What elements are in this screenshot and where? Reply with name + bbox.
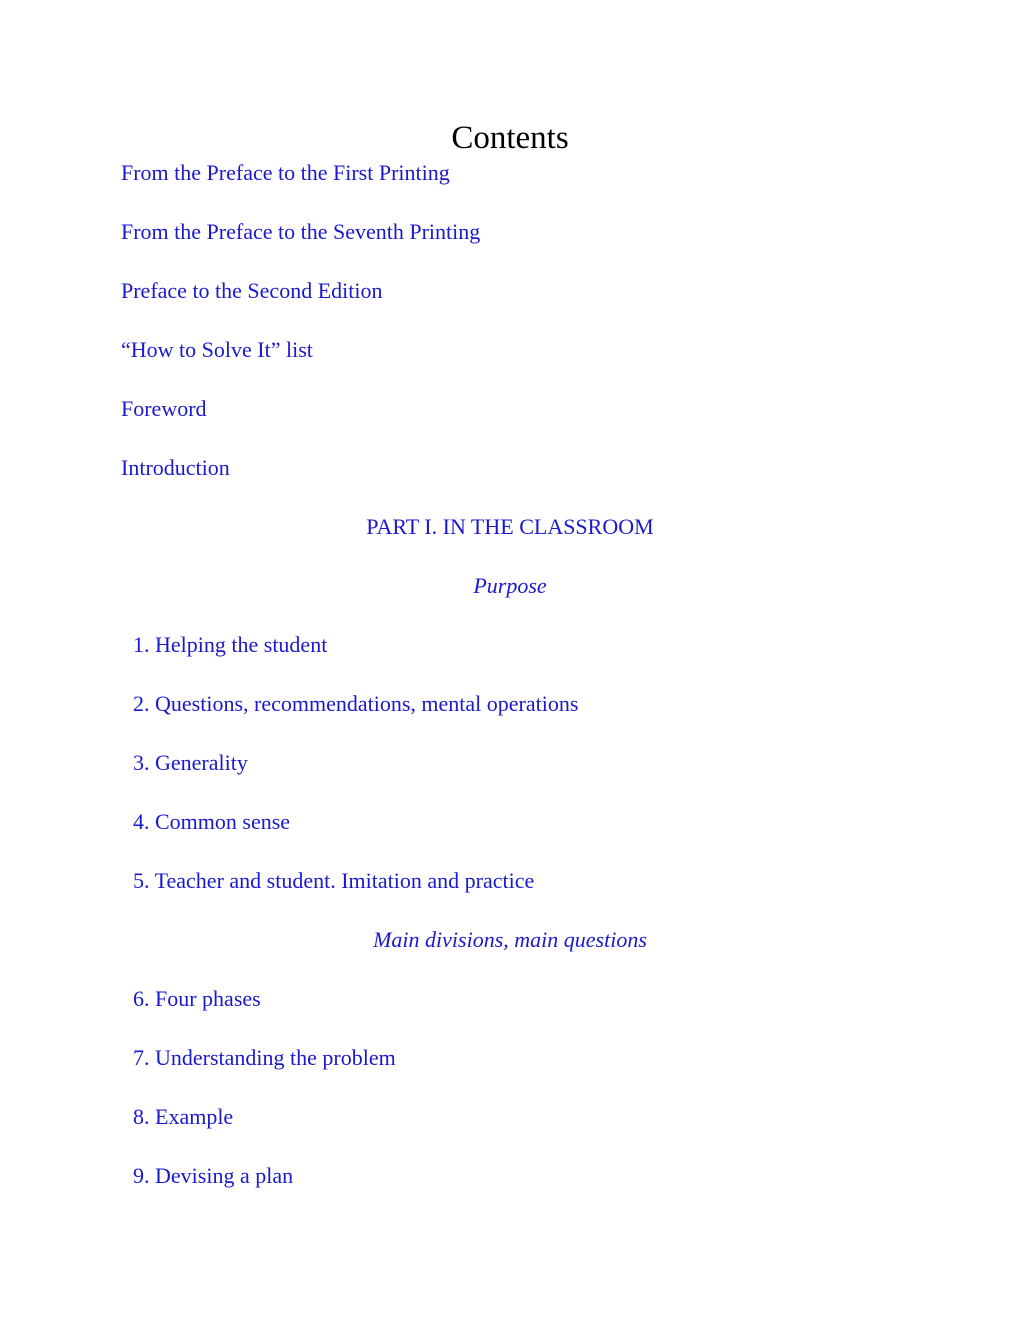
toc-link-chapter-5[interactable]: 5. Teacher and student. Imitation and practice: [133, 868, 535, 893]
toc-link-chapter-2[interactable]: 2. Questions, recommendations, mental operations: [133, 691, 579, 716]
toc-link-foreword[interactable]: Foreword: [121, 396, 207, 421]
toc-link-section-main-divisions[interactable]: Main divisions, main questions: [373, 927, 647, 952]
toc-link-part-one[interactable]: PART I. IN THE CLASSROOM: [366, 514, 654, 539]
toc-link-preface-seventh-printing[interactable]: From the Preface to the Seventh Printing: [121, 219, 481, 244]
toc-link-chapter-6[interactable]: 6. Four phases: [133, 986, 261, 1011]
toc-link-section-purpose[interactable]: Purpose: [473, 573, 547, 598]
toc-link-preface-first-printing[interactable]: From the Preface to the First Printing: [121, 160, 450, 185]
toc-link-chapter-9[interactable]: 9. Devising a plan: [133, 1163, 294, 1188]
toc-link-chapter-4[interactable]: 4. Common sense: [133, 809, 291, 834]
toc-link-preface-second-edition[interactable]: Preface to the Second Edition: [121, 278, 383, 303]
table-of-contents: [0, 155, 1020, 1217]
toc-link-chapter-1[interactable]: 1. Helping the student: [133, 632, 328, 657]
toc-link-chapter-3[interactable]: 3. Generality: [133, 750, 248, 775]
toc-link-how-to-solve-it-list[interactable]: “How to Solve It” list: [121, 337, 313, 362]
page-title: Contents: [451, 120, 569, 156]
toc-link-introduction[interactable]: Introduction: [121, 455, 230, 480]
toc-link-chapter-8[interactable]: 8. Example: [133, 1104, 234, 1129]
toc-link-chapter-7[interactable]: 7. Understanding the problem: [133, 1045, 396, 1070]
